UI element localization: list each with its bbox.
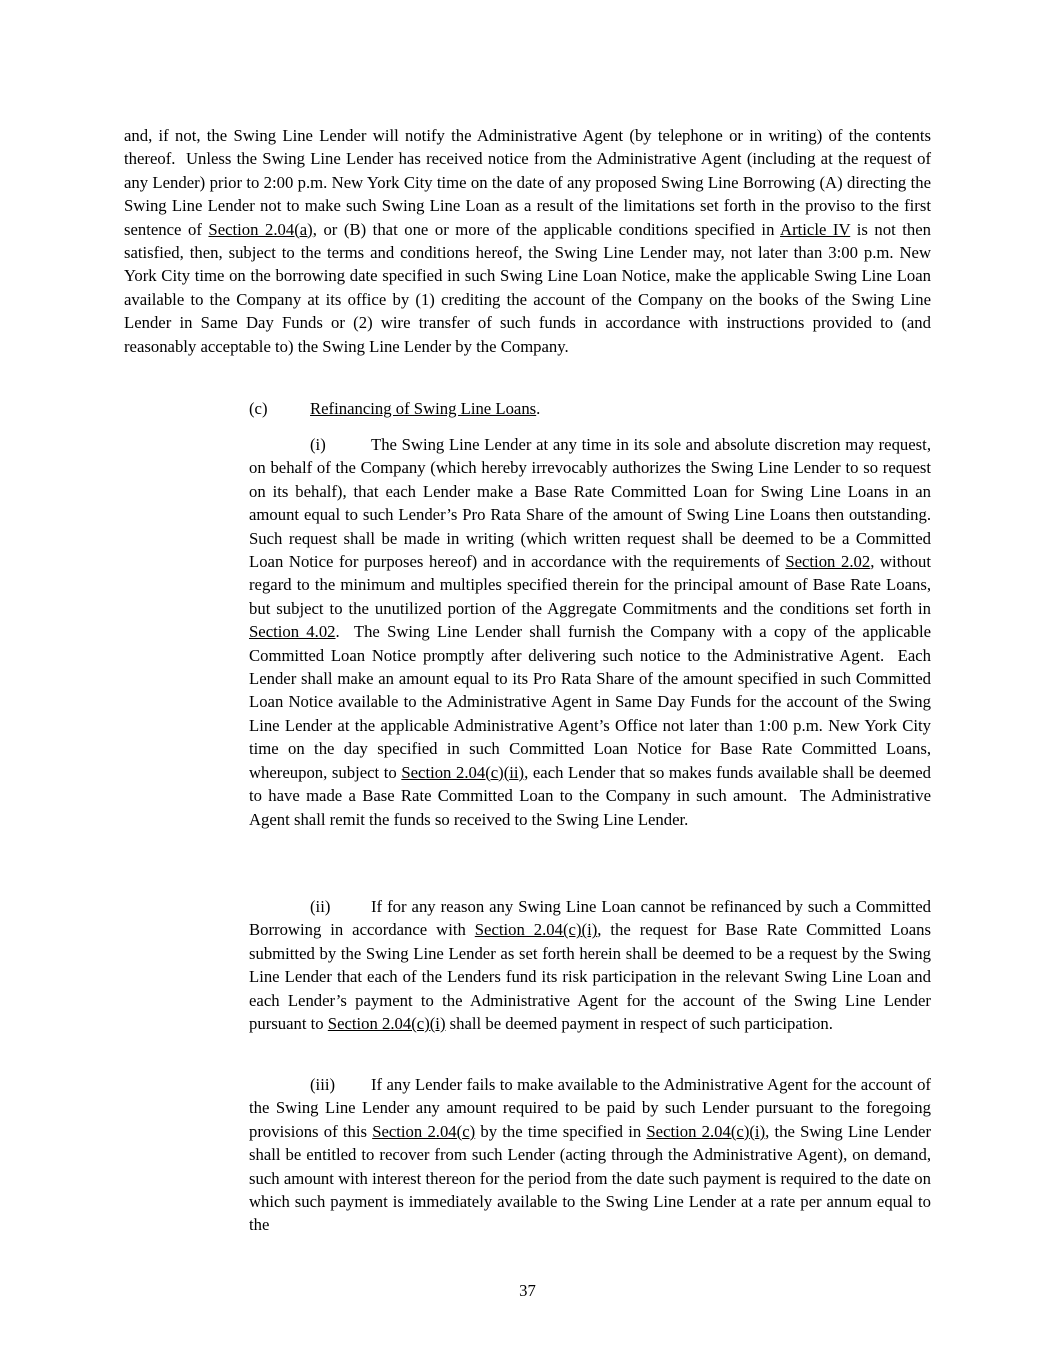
subsection-i-text-4: , each Lender that so makes funds available shall be deemed to have made a Base Rate Committed Loan to the Company in such amount. The Administrative Agent shall remit the funds so received to the Swing Line Lender.	[249, 762, 931, 829]
subsection-i-text-3: . The Swing Line Lender shall furnish the Company with a copy of the applicable Committed Loan Notice promptly after delivering such notice to the Administrative Agent. Each Lender shall make an amount equal to its Pro Rata Share of the amount specified in such Committed Loan Notice available to the Administrative Agent in Same Day Funds for the account of the Swing Line Lender at the applicable Administrative Agent’s Office not later than 1:00 p.m. New York City time on the day specified in such Committed Loan Notice for Base Rate Committed Loans, whereupon, subject to	[249, 622, 931, 782]
section-c-number: (c)	[249, 399, 268, 418]
subsection-ii-number: (ii)	[310, 897, 331, 916]
section-c-title: Refinancing of Swing Line Loans	[310, 399, 537, 418]
subsection-ii-text-2: , the request for Base Rate Committed Loans submitted by the Swing Line Lender as set forth herein shall be deemed to be a request by the Swing Line Lender that each of the Lenders fund its risk participation in the relevant Swing Line Loan and each Lender’s payment to the Administrative Agent for the account of the Swing Line Lender pursuant to	[249, 920, 931, 1034]
subsection-iii-text-1: If any Lender fails to make available to the Administrative Agent for the account of the Swing Line Lender any amount required to be paid by such Lender pursuant to the foregoing provisions of this	[249, 1075, 931, 1141]
subsection-iii-text-2: by the time specified in	[475, 1121, 647, 1141]
section-2-04-c-i-link[interactable]: Section 2.04(c)(i)	[646, 1121, 766, 1141]
subsection-ii-text-1: If for any reason any Swing Line Loan cannot be refinanced by such a Committed Borrowing in accordance with	[249, 897, 931, 940]
subsection-iii-paragraph	[249, 1073, 931, 1237]
intro-text-3: is not then satisfied, then, subject to the terms and conditions hereof, the Swing Line Lender may, not later than 3:00 p.m. New York City time on the borrowing date specified in such Swing Line Loan Notice, make the applicable Swing Line Loan available to the Company at its office by (1) crediting the account of the Company on the books of the Swing Line Lender in Same Day Funds or (2) wire transfer of such funds in accordance with instructions provided to (and reasonably acceptable to) the Swing Line Lender by the Company.	[124, 219, 932, 356]
section-2-04-c-i-link[interactable]: Section 2.04(c)(i)	[327, 1014, 446, 1034]
intro-text-2: , or (B) that one or more of the applicable conditions specified in	[312, 219, 781, 239]
subsection-i-number: (i)	[310, 435, 326, 454]
subsection-i-paragraph	[249, 433, 931, 831]
section-c-heading	[249, 397, 931, 420]
section-2-04-c-ii-link[interactable]: Section 2.04(c)(ii)	[401, 762, 525, 782]
subsection-iii-text-3: , the Swing Line Lender shall be entitled to recover from such Lender (acting through the Administrative Agent), on demand, such amount with interest thereon for the period from the date such payment is required to the date on which such payment is immediately available to the Swing Line Lender at a rate per annum equal to the	[249, 1121, 932, 1235]
section-2-04-c-i-link[interactable]: Section 2.04(c)(i)	[474, 920, 598, 940]
section-2-02-link[interactable]: Section 2.02	[785, 552, 871, 572]
subsection-ii-paragraph	[249, 895, 931, 1035]
page-number: 37	[519, 1281, 536, 1300]
section-2-04-c-link[interactable]: Section 2.04(c)	[372, 1121, 476, 1141]
section-4-02-link[interactable]: Section 4.02	[249, 622, 336, 642]
subsection-i-text-2: , without regard to the minimum and multiples specified therein for the principal amount of Base Rate Loans, but subject to the unutilized portion of the Aggregate Commitments and the conditions set forth in	[249, 552, 932, 618]
section-c-title-end: .	[536, 399, 541, 418]
subsection-i-text-1: The Swing Line Lender at any time in its sole and absolute discretion may request, on behalf of the Company (which hereby irrevocably authorizes the Swing Line Lender to so request on its behalf), that each Lender make a Base Rate Committed Loan for Swing Line Loans in an amount equal to such Lender’s Pro Rata Share of the amount of Swing Line Loans then outstanding. Such request shall be made in writing (which written request shall be deemed to be a Committed Loan Notice for purposes hereof) and in accordance with the requirements of	[249, 435, 931, 572]
intro-text-1: and, if not, the Swing Line Lender will notify the Administrative Agent (by telephone or in writing) of the contents thereof. Unless the Swing Line Lender has received notice from the Administrative Agent (including at the request of any Lender) prior to 2:00 p.m. New York City time on the date of any proposed Swing Line Borrowing (A) directing the Swing Line Lender not to make such Swing Line Loan as a result of the limitations set forth in the proviso to the first sentence of	[124, 126, 931, 239]
article-iv-link[interactable]: Article IV	[780, 219, 851, 239]
intro-paragraph	[124, 124, 931, 358]
section-2-04-a-link[interactable]: Section 2.04(a)	[208, 219, 313, 239]
subsection-iii-number: (iii)	[310, 1075, 336, 1094]
subsection-ii-text-3: shall be deemed payment in respect of such participation.	[445, 1014, 833, 1034]
